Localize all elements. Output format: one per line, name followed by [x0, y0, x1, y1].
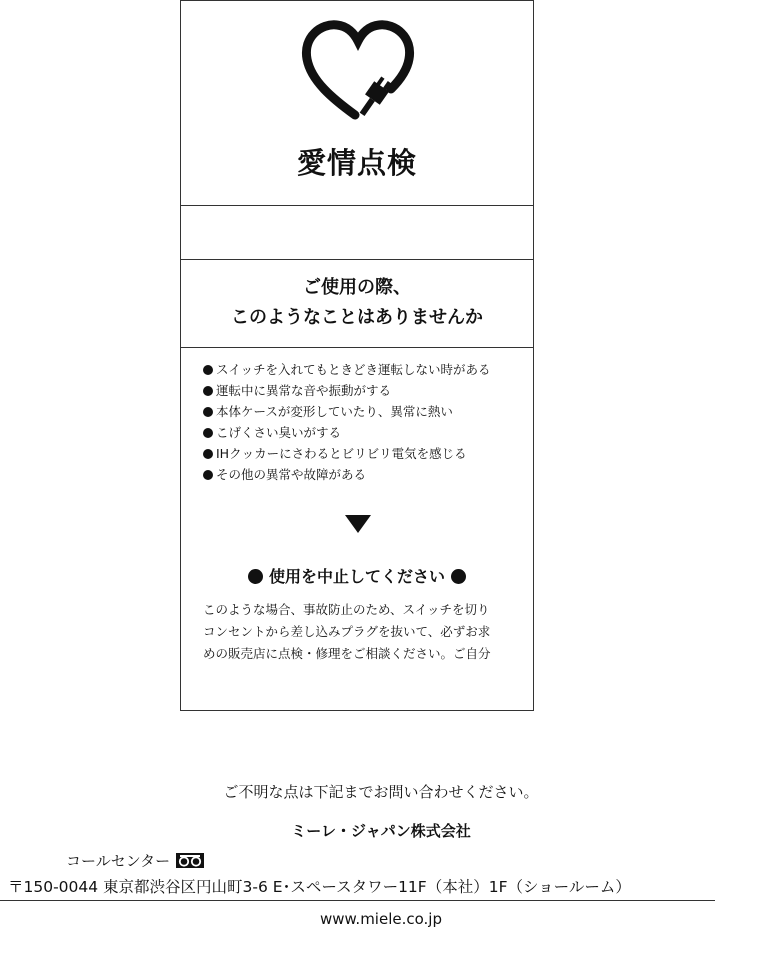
stop-use-text: 使用を中止してください [268, 567, 445, 586]
symptom-text: こげくさい臭いがする [216, 425, 342, 440]
bullet-icon [203, 407, 213, 417]
blank-row [181, 205, 533, 260]
question-heading [181, 273, 533, 333]
symptom-item [203, 380, 491, 401]
symptom-text: IHクッカーにさわるとビリビリ電気を感じる [216, 446, 467, 461]
bullet-icon [203, 365, 213, 375]
symptom-item [203, 359, 491, 380]
symptom-item [203, 464, 491, 485]
inspection-card [180, 0, 534, 711]
symptom-item [203, 401, 491, 422]
stop-use-heading [181, 564, 533, 587]
logo-section [181, 1, 533, 206]
free-dial-icon [176, 853, 204, 868]
question-line: このようなことはありませんか [231, 307, 483, 328]
instruction-line: このような場合、事故防止のため、スイッチを切り [203, 602, 490, 617]
symptom-item [203, 443, 491, 464]
bullet-icon [203, 386, 213, 396]
symptom-text: 運転中に異常な音や振動がする [216, 383, 392, 398]
bullet-icon [203, 428, 213, 438]
contact-note: ご不明な点は下記までお問い合わせください。 [223, 783, 539, 801]
down-arrow-icon [345, 515, 371, 533]
bullet-icon [203, 449, 213, 459]
symptom-text: スイッチを入れてもときどき運転しない時がある [216, 362, 491, 377]
symptom-item [203, 422, 491, 443]
call-center-label: コールセンター [66, 852, 171, 870]
question-section [181, 259, 533, 348]
instructions-text [203, 599, 515, 665]
website-url: www.miele.co.jp [320, 910, 442, 928]
bullet-icon [248, 569, 263, 584]
instruction-line: コンセントから差し込みプラグを抜いて、必ずお求 [203, 624, 491, 639]
instruction-line: めの販売店に点検・修理をご相談ください。ご自分 [203, 646, 491, 661]
divider [0, 900, 715, 901]
symptom-list [203, 359, 491, 485]
symptom-text: 本体ケースが変形していたり、異常に熱い [216, 404, 453, 419]
symptom-text: その他の異常や故障がある [216, 467, 367, 482]
bullet-icon [451, 569, 466, 584]
symptoms-section [181, 347, 533, 710]
question-line: ご使用の際、 [303, 277, 411, 298]
logo-title: 愛情点検 [296, 146, 417, 180]
heart-plug-icon [299, 19, 417, 129]
bullet-icon [203, 470, 213, 480]
call-center [66, 850, 204, 871]
company-name: ミーレ・ジャパン株式会社 [291, 822, 471, 840]
address: 〒150-0044 東京都渋谷区円山町3-6 E･スペースタワー11F（本社）1F（ショールーム） [8, 878, 631, 896]
